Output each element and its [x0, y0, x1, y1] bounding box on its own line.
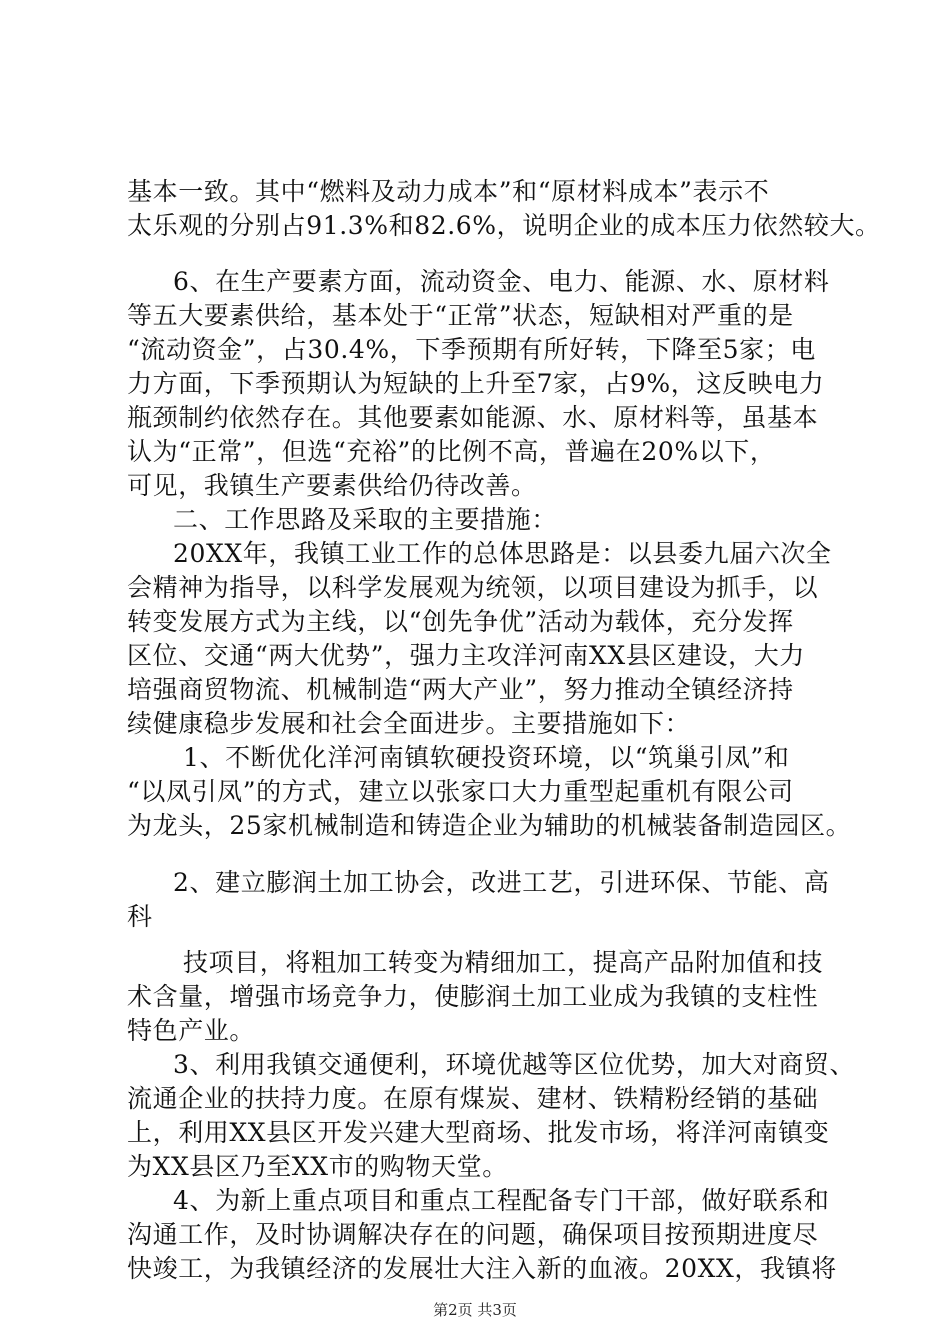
text-line: 4、为新上重点项目和重点工程配备专门干部，做好联系和: [173, 1186, 830, 1215]
page-footer: 第2页 共3页: [433, 1301, 517, 1319]
text-line: 基本一致。其中“燃料及动力成本”和“原材料成本”表示不: [127, 177, 770, 206]
text-line: 6、在生产要素方面，流动资金、电力、能源、水、原材料: [173, 267, 830, 296]
text-line: 培强商贸物流、机械制造“两大产业”，努力推动全镇经济持: [127, 675, 794, 704]
text-line: 等五大要素供给，基本处于“正常”状态，短缺相对严重的是: [127, 301, 794, 330]
text-line: 认为“正常”，但选“充裕”的比例不高，普遍在20%以下，: [127, 437, 776, 466]
text-line: 为XX县区乃至XX市的购物天堂。: [127, 1152, 508, 1181]
text-line: 瓶颈制约依然存在。其他要素如能源、水、原材料等，虽基本: [127, 403, 819, 432]
text-line: 3、利用我镇交通便利，环境优越等区位优势，加大对商贸、: [173, 1050, 856, 1079]
text-line: 快竣工，为我镇经济的发展壮大注入新的血液。20XX，我镇将: [127, 1254, 837, 1283]
text-line: 1、不断优化洋河南镇软硬投资环境，以“筑巢引凤”和: [183, 743, 790, 772]
text-line: 力方面，下季预期认为短缺的上升至7家，占9%，这反映电力: [127, 369, 825, 398]
text-line: 技项目，将粗加工转变为精细加工，提高产品附加值和技: [183, 948, 824, 977]
text-line: 会精神为指导，以科学发展观为统领，以项目建设为抓手，以: [127, 573, 819, 602]
text-line: “流动资金”，占30.4%，下季预期有所好转，下降至5家；电: [127, 335, 816, 364]
text-line: 沟通工作，及时协调解决存在的问题，确保项目按预期进度尽: [127, 1220, 819, 1249]
text-line: 为龙头，25家机械制造和铸造企业为辅助的机械装备制造园区。: [127, 811, 852, 840]
section-heading: 二、工作思路及采取的主要措施：: [173, 505, 558, 534]
text-line: 科: [127, 902, 153, 931]
text-line: 太乐观的分别占91.3%和82.6%，说明企业的成本压力依然较大。: [127, 211, 881, 240]
text-line: 续健康稳步发展和社会全面进步。主要措施如下：: [127, 709, 691, 738]
text-line: 可见，我镇生产要素供给仍待改善。: [127, 471, 537, 500]
text-line: 流通企业的扶持力度。在原有煤炭、建材、铁精粉经销的基础: [127, 1084, 819, 1113]
text-line: 区位、交通“两大优势”，强力主攻洋河南XX县区建设，大力: [127, 641, 805, 670]
text-line: 2、建立膨润土加工协会，改进工艺，引进环保、节能、高: [173, 868, 830, 897]
text-line: 20XX年，我镇工业工作的总体思路是：以县委九届六次全: [173, 539, 832, 568]
text-line: “以凤引凤”的方式，建立以张家口大力重型起重机有限公司: [127, 777, 794, 806]
text-line: 上，利用XX县区开发兴建大型商场、批发市场，将洋河南镇变: [127, 1118, 830, 1147]
text-line: 术含量，增强市场竞争力，使膨润土加工业成为我镇的支柱性: [127, 982, 819, 1011]
text-line: 转变发展方式为主线，以“创先争优”活动为载体，充分发挥: [127, 607, 794, 636]
text-line: 特色产业。: [127, 1016, 256, 1045]
